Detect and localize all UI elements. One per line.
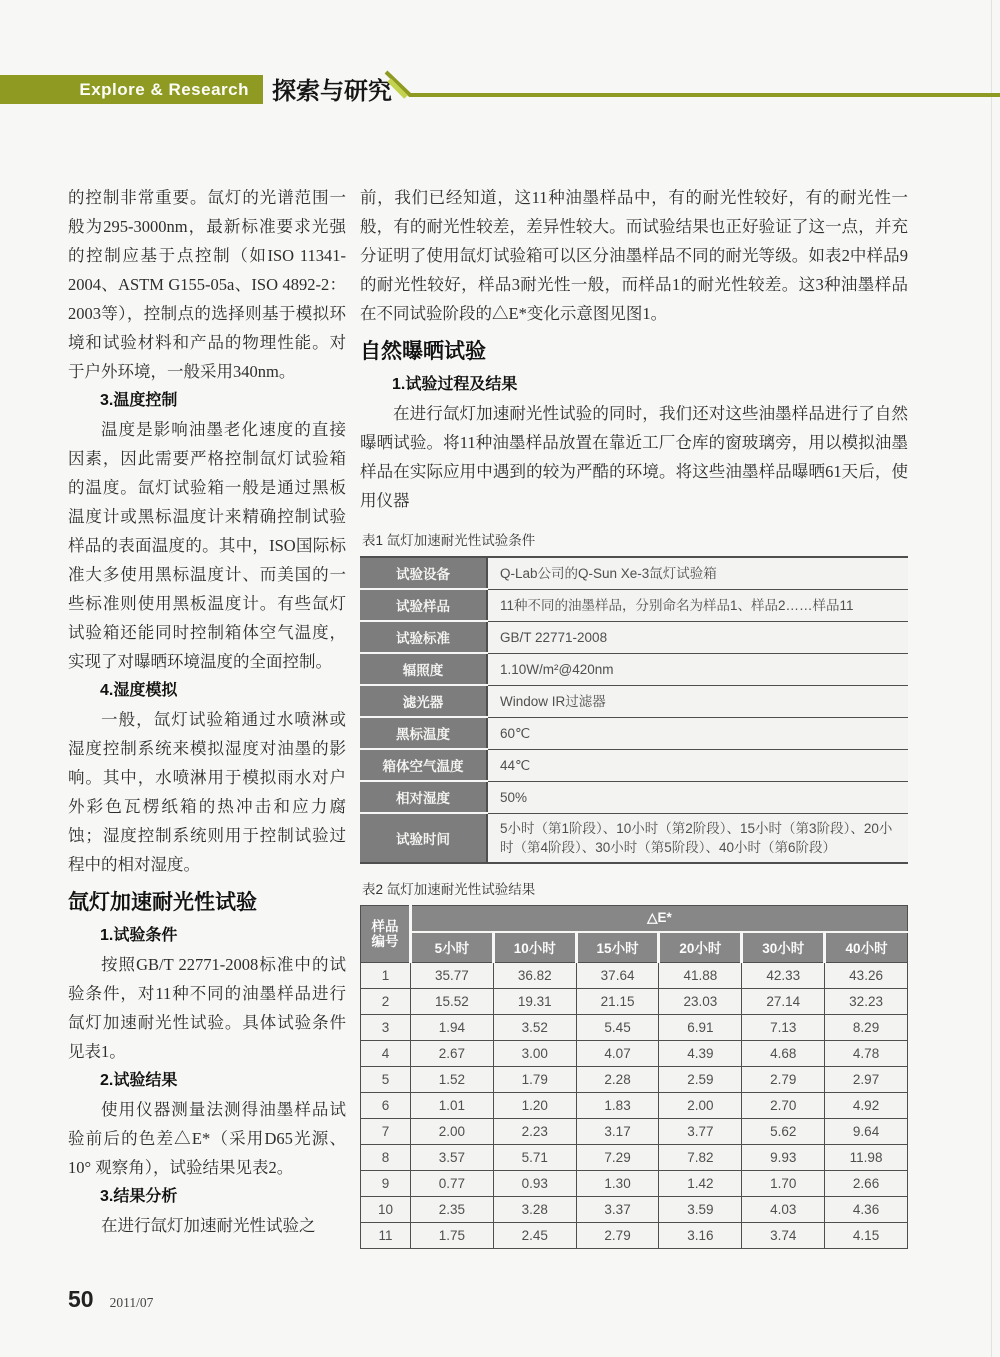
table2-delta-e-value: 2.59 bbox=[659, 1066, 742, 1092]
table2-delta-e-value: 7.13 bbox=[742, 1014, 825, 1040]
page-number: 50 bbox=[68, 1286, 94, 1312]
table1-row-label: 箱体空气温度 bbox=[360, 749, 487, 781]
table2-delta-e-value: 3.16 bbox=[659, 1222, 742, 1248]
paragraph-humidity: 一般，氙灯试验箱通过水喷淋或湿度控制系统来模拟湿度对油墨的影响。其中，水喷淋用于模拟雨水对户外彩色瓦楞纸箱的热冲击和应力腐蚀；湿度控制系统则用于控制试验过程中的相对湿度。 bbox=[68, 710, 346, 874]
table1-row-value: 50% bbox=[487, 781, 908, 813]
table2-delta-e-value: 1.94 bbox=[411, 1014, 494, 1040]
table2-row bbox=[361, 1040, 908, 1066]
table2-delta-e-value: 4.92 bbox=[825, 1092, 908, 1118]
table2-delta-e-value: 2.66 bbox=[825, 1170, 908, 1196]
table2-delta-e-value: 9.64 bbox=[825, 1118, 908, 1144]
table2-delta-e-value: 3.28 bbox=[493, 1196, 576, 1222]
table2-delta-e-value: 2.67 bbox=[411, 1040, 494, 1066]
table2-delta-e-value: 5.45 bbox=[576, 1014, 659, 1040]
table2-delta-e-value: 11.98 bbox=[825, 1144, 908, 1170]
left-column bbox=[68, 183, 346, 1240]
table2-row bbox=[361, 1014, 908, 1040]
table2-delta-e-value: 3.00 bbox=[493, 1040, 576, 1066]
table1-row bbox=[360, 813, 908, 863]
table2-col-hour: 40小时 bbox=[825, 932, 908, 963]
table1-row bbox=[360, 589, 908, 621]
table2-delta-e-value: 2.97 bbox=[825, 1066, 908, 1092]
table2-sample-number: 1 bbox=[361, 962, 411, 988]
table2-body bbox=[361, 962, 908, 1248]
subheading-test-conditions: 1.试验条件 bbox=[100, 927, 178, 944]
table2-sample-number: 8 bbox=[361, 1144, 411, 1170]
table2-delta-e-value: 0.77 bbox=[411, 1170, 494, 1196]
table2-delta-e-value: 15.52 bbox=[411, 988, 494, 1014]
table2-col-hour: 20小时 bbox=[659, 932, 742, 963]
table2-delta-e-value: 2.28 bbox=[576, 1066, 659, 1092]
table2-delta-e-value: 1.52 bbox=[411, 1066, 494, 1092]
table1-row bbox=[360, 781, 908, 813]
table1-row-value: 1.10W/m²@420nm bbox=[487, 653, 908, 685]
table1-row-value: 5小时（第1阶段）、10小时（第2阶段）、15小时（第3阶段）、20小时（第4阶段）、30小时（第5阶段）、40小时（第6阶段） bbox=[487, 813, 908, 863]
table1-row-label: 辐照度 bbox=[360, 653, 487, 685]
table1-row-value: Q-Lab公司的Q-Sun Xe-3氙灯试验箱 bbox=[487, 557, 908, 589]
table2-delta-e-value: 2.79 bbox=[576, 1222, 659, 1248]
table2-delta-e-value: 1.20 bbox=[493, 1092, 576, 1118]
table1-row-value: 11种不同的油墨样品，分别命名为样品1、样品2……样品11 bbox=[487, 589, 908, 621]
table2-delta-e-value: 7.82 bbox=[659, 1144, 742, 1170]
header-tag-en: Explore & Research bbox=[79, 79, 249, 99]
table2-sample-number: 6 bbox=[361, 1092, 411, 1118]
table2-delta-e-value: 4.39 bbox=[659, 1040, 742, 1066]
table2-row bbox=[361, 962, 908, 988]
table2-delta-e-value: 35.77 bbox=[411, 962, 494, 988]
table1-row-label: 试验标准 bbox=[360, 621, 487, 653]
table2-delta-e-value: 2.00 bbox=[411, 1118, 494, 1144]
table2-sample-number: 4 bbox=[361, 1040, 411, 1066]
table2-delta-e-value: 4.78 bbox=[825, 1040, 908, 1066]
page-edge-line bbox=[991, 0, 992, 1357]
table2-delta-e-value: 3.59 bbox=[659, 1196, 742, 1222]
table2-delta-e-value: 1.75 bbox=[411, 1222, 494, 1248]
table2-delta-e-value: 2.35 bbox=[411, 1196, 494, 1222]
table2-delta-e-value: 37.64 bbox=[576, 962, 659, 988]
table2-delta-e-value: 23.03 bbox=[659, 988, 742, 1014]
table1-row bbox=[360, 557, 908, 589]
table1-row-label: 相对湿度 bbox=[360, 781, 487, 813]
table2-delta-e-value: 3.52 bbox=[493, 1014, 576, 1040]
table2-delta-e-value: 4.15 bbox=[825, 1222, 908, 1248]
table2-delta-e-value: 4.07 bbox=[576, 1040, 659, 1066]
table2-row bbox=[361, 1170, 908, 1196]
subheading-temperature-control: 3.温度控制 bbox=[100, 392, 178, 409]
table1-row bbox=[360, 685, 908, 717]
table2-sample-number: 9 bbox=[361, 1170, 411, 1196]
table2-delta-e-value: 5.71 bbox=[493, 1144, 576, 1170]
table2-delta-e-value: 1.79 bbox=[493, 1066, 576, 1092]
table2-sample-number: 5 bbox=[361, 1066, 411, 1092]
table2-delta-e-value: 5.62 bbox=[742, 1118, 825, 1144]
table2-delta-e-value: 1.30 bbox=[576, 1170, 659, 1196]
table2-delta-e-value: 42.33 bbox=[742, 962, 825, 988]
table2-row bbox=[361, 1144, 908, 1170]
table1-row-value: 44℃ bbox=[487, 749, 908, 781]
table1-row bbox=[360, 717, 908, 749]
table2-row bbox=[361, 1066, 908, 1092]
table2-delta-e-value: 0.93 bbox=[493, 1170, 576, 1196]
table2-col-sample: 样品编号 bbox=[361, 905, 411, 962]
table2-col-hour: 10小时 bbox=[493, 932, 576, 963]
table1-row-label: 试验设备 bbox=[360, 557, 487, 589]
header-decorative-line bbox=[382, 68, 1000, 102]
table2-row bbox=[361, 1196, 908, 1222]
table2-delta-e-value: 6.91 bbox=[659, 1014, 742, 1040]
table2-delta-e-value: 8.29 bbox=[825, 1014, 908, 1040]
subheading-humidity-simulation: 4.湿度模拟 bbox=[100, 682, 178, 699]
table2-delta-e-value: 4.68 bbox=[742, 1040, 825, 1066]
section-title-xenon-test: 氙灯加速耐光性试验 bbox=[68, 891, 257, 914]
table2-delta-e-value: 7.29 bbox=[576, 1144, 659, 1170]
table2-delta-e-value: 2.70 bbox=[742, 1092, 825, 1118]
table1-caption: 表1 氙灯加速耐光性试验条件 bbox=[362, 533, 536, 548]
table2-delta-e-value: 1.42 bbox=[659, 1170, 742, 1196]
table2-delta-e-value: 1.70 bbox=[742, 1170, 825, 1196]
table1-row-label: 试验样品 bbox=[360, 589, 487, 621]
table2-row bbox=[361, 1118, 908, 1144]
table2-delta-e-value: 2.00 bbox=[659, 1092, 742, 1118]
table2-sample-number: 10 bbox=[361, 1196, 411, 1222]
table1-block bbox=[360, 529, 908, 864]
table2-row bbox=[361, 1222, 908, 1248]
table2-col-hour: 15小时 bbox=[576, 932, 659, 963]
subheading-process-results: 1.试验过程及结果 bbox=[392, 376, 518, 393]
table2-caption: 表2 氙灯加速耐光性试验结果 bbox=[362, 881, 536, 897]
paragraph-analysis-continued: 前，我们已经知道，这11种油墨样品中，有的耐光性较好，有的耐光性一般，有的耐光性较差，差异性较大。而试验结果也正好验证了这一点，并充分证明了使用氙灯试验箱可以区分油墨样品不同的耐光等级。如表2中样品9的耐光性较好，样品3耐光性一般，而样品1的耐光性较差。这3种油墨样品在不同试验阶段的△E*变化示意图见图1。 bbox=[360, 188, 908, 323]
table1-row-value: GB/T 22771-2008 bbox=[487, 621, 908, 653]
table2-sample-number: 3 bbox=[361, 1014, 411, 1040]
table2-delta-e-value: 32.23 bbox=[825, 988, 908, 1014]
header-band bbox=[0, 75, 263, 104]
paragraph-light-control: 的控制非常重要。氙灯的光谱范围一般为295-3000nm，最新标准要求光强的控制应基于点控制（如ISO 11341-2004、ASTM G155-05a、ISO 4892-2：2003等），控制点的选择则基于模拟环境和试验材料和产品的物理性能。对于户外环境，一般采用340nm。 bbox=[68, 188, 346, 381]
table2-row bbox=[361, 1092, 908, 1118]
table2-delta-e-value: 2.23 bbox=[493, 1118, 576, 1144]
table1-body bbox=[360, 557, 908, 863]
table1-row-label: 黑标温度 bbox=[360, 717, 487, 749]
table2-delta-e-value: 3.17 bbox=[576, 1118, 659, 1144]
table2-delta-e-value: 41.88 bbox=[659, 962, 742, 988]
table2-col-hour: 30小时 bbox=[742, 932, 825, 963]
paragraph-result-analysis: 在进行氙灯加速耐光性试验之 bbox=[101, 1216, 316, 1235]
table2-delta-e-value: 3.77 bbox=[659, 1118, 742, 1144]
table2-delta-e-value: 43.26 bbox=[825, 962, 908, 988]
page-footer bbox=[68, 1286, 153, 1313]
paragraph-temperature: 温度是影响油墨老化速度的直接因素，因此需要严格控制氙灯试验箱的温度。氙灯试验箱一般是通过黑板温度计或黑标温度计来精确控制试验样品的表面温度的。其中，ISO国际标准大多使用黑标温度计、而美国的一些标准则使用黑板温度计。有些氙灯试验箱还能同时控制箱体空气温度，实现了对曝晒环境温度的全面控制。 bbox=[68, 420, 346, 671]
table2-delta-e-value: 1.83 bbox=[576, 1092, 659, 1118]
table2-delta-e-value: 3.74 bbox=[742, 1222, 825, 1248]
table2-header bbox=[361, 905, 908, 962]
subheading-result-analysis: 3.结果分析 bbox=[100, 1188, 178, 1205]
table2-delta-e-value: 19.31 bbox=[493, 988, 576, 1014]
table2-block bbox=[360, 878, 908, 1249]
paragraph-exposure-process: 在进行氙灯加速耐光性试验的同时，我们还对这些油墨样品进行了自然曝晒试验。将11种油墨样品放置在靠近工厂仓库的窗玻璃旁，用以模拟油墨样品在实际应用中遇到的较为严酷的环境。将这些油墨样品曝晒61天后，使用仪器 bbox=[360, 404, 908, 510]
right-column bbox=[360, 183, 908, 1249]
paragraph-test-conditions: 按照GB/T 22771-2008标准中的试验条件，对11种不同的油墨样品进行氙灯加速耐光性试验。具体试验条件见表1。 bbox=[68, 955, 346, 1061]
subheading-test-results: 2.试验结果 bbox=[100, 1072, 178, 1089]
table2-delta-e-value: 2.45 bbox=[493, 1222, 576, 1248]
issue-date: 2011/07 bbox=[109, 1295, 154, 1310]
table1-row bbox=[360, 653, 908, 685]
table2-delta-e-value: 36.82 bbox=[493, 962, 576, 988]
table2-delta-e-value: 9.93 bbox=[742, 1144, 825, 1170]
table2-delta-e-value: 2.79 bbox=[742, 1066, 825, 1092]
header-title-zh: 探索与研究 bbox=[272, 78, 392, 105]
paragraph-test-results: 使用仪器测量法测得油墨样品试验前后的色差△E*（采用D65光源、10° 观察角），试验结果见表2。 bbox=[68, 1100, 346, 1177]
table1-row bbox=[360, 749, 908, 781]
table2-delta-e-value: 21.15 bbox=[576, 988, 659, 1014]
table2-row bbox=[361, 988, 908, 1014]
table1-row-label: 试验时间 bbox=[360, 813, 487, 863]
table1-row bbox=[360, 621, 908, 653]
table1-row-value: 60℃ bbox=[487, 717, 908, 749]
table2-delta-e-value: 27.14 bbox=[742, 988, 825, 1014]
table2-col-hour: 5小时 bbox=[411, 932, 494, 963]
table2-col-delta-e: △E* bbox=[411, 905, 908, 932]
table2-sample-number: 2 bbox=[361, 988, 411, 1014]
table1-row-value: Window IR过滤器 bbox=[487, 685, 908, 717]
table2-delta-e-value: 3.37 bbox=[576, 1196, 659, 1222]
table1-test-conditions bbox=[360, 556, 908, 864]
table2-delta-e-value: 4.36 bbox=[825, 1196, 908, 1222]
table2-sample-number: 11 bbox=[361, 1222, 411, 1248]
table1-row-label: 滤光器 bbox=[360, 685, 487, 717]
table2-delta-e-value: 1.01 bbox=[411, 1092, 494, 1118]
section-title-natural-exposure: 自然曝晒试验 bbox=[360, 340, 486, 363]
table2-delta-e-value: 3.57 bbox=[411, 1144, 494, 1170]
table2-test-results bbox=[360, 905, 908, 1249]
table2-delta-e-value: 4.03 bbox=[742, 1196, 825, 1222]
table2-sample-number: 7 bbox=[361, 1118, 411, 1144]
